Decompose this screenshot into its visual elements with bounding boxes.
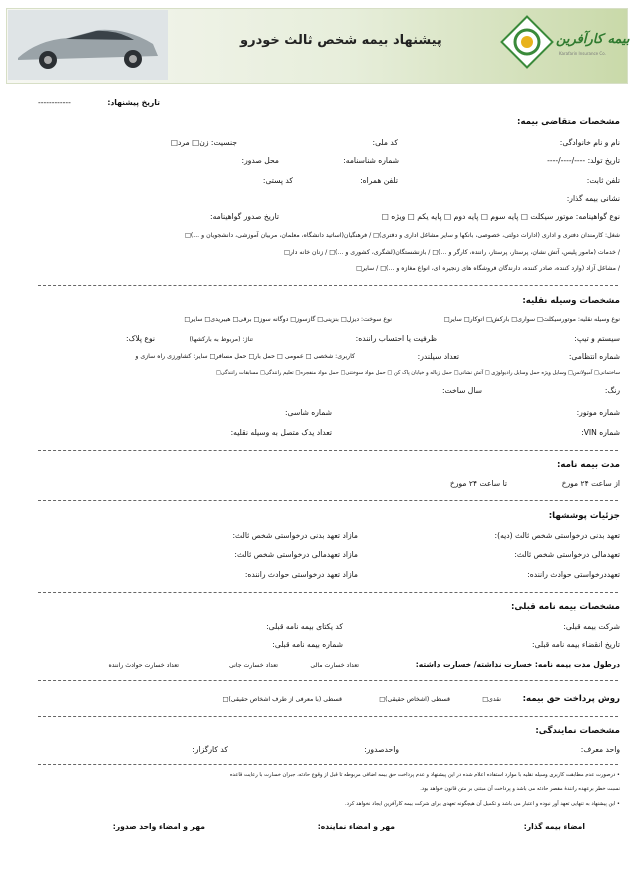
year-field[interactable]: سال ساخت:	[442, 386, 482, 395]
agent-section-title: مشخصات نمایندگی:	[535, 726, 620, 736]
note-2: • این پیشنهاد به تنهایی تعهد آور نبوده و اعتبار می باشد و تکمیل آن هیچگونه تعهدی برای شرکت بیمه کارآفرین ایجاد نخواهد کرد.	[345, 801, 620, 807]
clerk-code-field[interactable]: کد کارگزار:	[192, 745, 228, 754]
previous-claims-field[interactable]: درطول مدت بیمه نامه: خسارت نداشته/ خسارت داشته:	[415, 660, 620, 669]
karafarin-logo-icon	[497, 12, 557, 72]
plate-type-field[interactable]: نوع پلاک:	[126, 334, 155, 343]
property-excess-field[interactable]: مازاد تعهدمالی درخواستی شخص ثالث:	[234, 550, 358, 559]
applicant-name-field[interactable]: نام و نام خانوادگی:	[559, 138, 620, 147]
plate-number-field[interactable]: شماره انتظامی:	[568, 352, 620, 361]
applicant-section-title: مشخصات متقاضی بیمه:	[517, 117, 620, 127]
engine-number-field[interactable]: شماره موتور:	[576, 408, 620, 417]
address-field[interactable]: نشانی بیمه گذار:	[566, 194, 620, 203]
payment-cash-option[interactable]: نقدی□	[482, 696, 501, 703]
postal-code-field[interactable]: کد پستی:	[262, 176, 293, 185]
vin-field[interactable]: شماره VIN:	[581, 428, 620, 437]
proposal-date-dashes[interactable]: ------------	[38, 98, 71, 107]
usage-field-continued[interactable]: ساختمانی□ آمبولانس□ وسایل ویژه حمل وسایل رادیولوژی □ آتش نشانی□ حمل زباله و خیابان پاک کن □ حمل مواد سوختنی□ حمل مواد منفجره□ تعلیم رانندگی□ مسابقات رانندگی□	[215, 370, 620, 376]
previous-section-title: مشخصات بیمه نامه قبلی:	[510, 602, 620, 612]
previous-number-field[interactable]: شماره بیمه نامه قبلی:	[272, 640, 343, 649]
logo-subtitle: Karafarin Insurance Co.	[559, 51, 606, 56]
payment-installment-endorsed-option[interactable]: قسطی (با معرفی از طرف اشخاص حقیقی)□	[222, 696, 342, 703]
divider	[38, 764, 618, 765]
agent-signature-label: مهر و امضاء نماینده:	[317, 822, 395, 831]
license-date-field[interactable]: تاریخ صدور گواهینامه:	[210, 212, 279, 221]
license-type-field[interactable]: نوع گواهینامه: موتور سیکلت □ پایه سوم □ پایه دوم □ پایه یکم □ ویژه □	[381, 212, 620, 221]
divider	[38, 450, 618, 451]
vehicle-section-title: مشخصات وسیله نقلیه:	[522, 296, 620, 306]
driver-excess-field[interactable]: مازاد تعهد درخواستی حوادث راننده:	[244, 570, 358, 579]
previous-expiry-field[interactable]: تاریخ انقضاء بیمه نامه قبلی:	[531, 640, 620, 649]
previous-unique-code-field[interactable]: کد یکتای بیمه نامه قبلی:	[266, 622, 343, 631]
chassis-number-field[interactable]: شماره شاسی:	[284, 408, 332, 417]
mobile-field[interactable]: تلفن همراه:	[360, 176, 398, 185]
note-1-continued: نسبت خطر برعهده رانندهٔ مقصر حادثه می باشد و پرداخت آن مبتنی بر متن قانون خواهد بود.	[420, 786, 620, 792]
duration-section-title: مدت بیمه نامه:	[556, 460, 620, 470]
capacity-field[interactable]: ظرفیت یا احتساب راننده:	[355, 334, 437, 343]
national-code-field[interactable]: کد ملی:	[372, 138, 398, 147]
duration-from-field[interactable]: از ساعت ۲۴ مورخ	[561, 479, 620, 488]
driver-claims-count[interactable]: تعداد خسارت حوادث راننده	[108, 662, 179, 669]
divider	[38, 680, 618, 681]
duration-to-field[interactable]: تا ساعت ۲۴ مورخ	[449, 479, 507, 488]
note-1: • درصورت عدم مطابقت کاربری وسیله نقلیه با موارد استفاده اعلام شده در این پیشنهاد و عدم پرداخت حق بیمه اضافی مربوطه تا قبل از وقوع حادثه، جبران خسارت با رعایت قاعده	[229, 772, 620, 778]
property-liability-field[interactable]: تعهدمالی درخواستی شخص ثالث:	[514, 550, 620, 559]
coverage-section-title: جزئیات پوششها:	[548, 511, 620, 521]
issuer-signature-label: مهر و امضاء واحد صدور:	[112, 822, 205, 831]
issue-place-field[interactable]: محل صدور:	[241, 156, 279, 165]
bodily-claims-count[interactable]: تعداد خسارت جانی	[229, 662, 278, 669]
job-row-2[interactable]: / خدمات (مامور پلیس، آتش نشان، پرستار، پرستار، راننده، کارگر و ...)□ / بازنشستگان(لشگری، کشوری و ...)□ / زنان خانه دار□	[284, 249, 620, 256]
system-field[interactable]: سیستم و تیپ:	[574, 334, 620, 343]
divider	[38, 285, 618, 286]
job-row-3[interactable]: / مشاغل آزاد (وارد کننده، صادر کننده، دارندگان فروشگاه های زنجیره ای، انواع مغازه و ...)□ / سایر□	[356, 265, 620, 272]
driver-accident-field[interactable]: تعهددرخواستی حوادث راننده:	[527, 570, 620, 579]
usage-field[interactable]: کاربری: شخصی □ عمومی □ حمل بار□ حمل مسافر□ سایر: کشاورزی راه سازی و	[135, 353, 355, 360]
car-image	[8, 10, 168, 80]
payment-section-title: روش پرداخت حق بیمه:	[522, 694, 620, 704]
document-title: پیشنهاد بیمه شخص ثالث خودرو	[240, 33, 442, 48]
previous-company-field[interactable]: شرکت بیمه قبلی:	[563, 622, 620, 631]
financial-claims-count[interactable]: تعداد خسارت مالی	[310, 662, 359, 669]
cylinders-field[interactable]: تعداد سیلندر:	[417, 352, 459, 361]
issuing-unit-field[interactable]: واحدصدور:	[364, 745, 399, 754]
birth-date-field[interactable]: تاریخ تولد: ----/----/----	[547, 156, 620, 165]
bodily-liability-field[interactable]: تعهد بدنی درخواستی شخص ثالث (دیه):	[494, 531, 620, 540]
insured-signature-label: امضاء بیمه گذار:	[523, 822, 585, 831]
gender-field[interactable]: جنسیت: زن□ مرد□	[170, 138, 237, 147]
job-row-1[interactable]: شغل: کارمندان دفتری و اداری (ادارات دولتی، خصوصی، بانکها و سایر مشاغل اداری و دفتری)□ / فرهنگیان(اساتید دانشگاه، معلمان، مربیان آموزشی، دانشجویان و ...)□	[184, 232, 620, 239]
tonnage-field[interactable]: تناژ: (مربوط به بارکشها)	[189, 336, 253, 343]
logo-text: بیمه کارآفرین	[556, 32, 630, 47]
trailers-field[interactable]: تعداد یدک متصل به وسیله نقلیه:	[230, 428, 332, 437]
bodily-excess-field[interactable]: مازاد تعهد بدنی درخواستی شخص ثالث:	[232, 531, 358, 540]
vehicle-type-field[interactable]: نوع وسیله نقلیه: موتورسیکلت□ سواری□ بارکش□ اتوکار□ سایر□	[443, 316, 620, 323]
fuel-type-field[interactable]: نوع سوخت: دیزل□ بنزینی□ گازسوز□ دوگانه سوز□ برقی□ هیبریدی□ سایر□	[184, 316, 392, 323]
color-field[interactable]: رنگ:	[604, 386, 620, 395]
phone-field[interactable]: تلفن ثابت:	[586, 176, 620, 185]
referring-unit-field[interactable]: واحد معرف:	[580, 745, 620, 754]
divider	[38, 500, 618, 501]
divider	[38, 716, 618, 717]
id-number-field[interactable]: شماره شناسنامه:	[343, 156, 399, 165]
proposal-date-label: تاریخ پیشنهاد:	[107, 98, 160, 107]
divider	[38, 592, 618, 593]
payment-installment-real-option[interactable]: قسطی (اشخاص حقیقی)□	[379, 696, 450, 703]
